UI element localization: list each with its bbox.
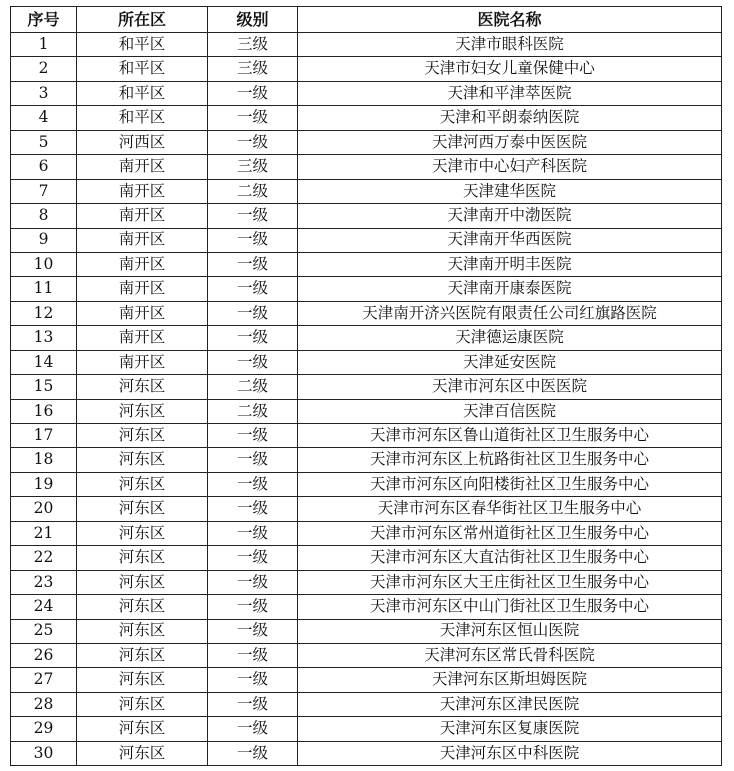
cell-index: 30 bbox=[11, 741, 77, 765]
cell-level: 一级 bbox=[208, 81, 298, 105]
cell-index: 20 bbox=[11, 497, 77, 521]
cell-hospital-name: 天津德运康医院 bbox=[298, 326, 722, 350]
cell-district: 河东区 bbox=[77, 399, 208, 423]
cell-district: 河东区 bbox=[77, 497, 208, 521]
cell-level: 一级 bbox=[208, 424, 298, 448]
table-header-row bbox=[11, 7, 722, 33]
cell-level: 一级 bbox=[208, 570, 298, 594]
cell-index: 26 bbox=[11, 643, 77, 667]
cell-level: 一级 bbox=[208, 277, 298, 301]
cell-index: 7 bbox=[11, 179, 77, 203]
table-row bbox=[11, 643, 722, 667]
cell-hospital-name: 天津河东区复康医院 bbox=[298, 717, 722, 741]
table-row bbox=[11, 350, 722, 374]
cell-district: 河东区 bbox=[77, 472, 208, 496]
table-row bbox=[11, 81, 722, 105]
cell-level: 二级 bbox=[208, 375, 298, 399]
table-row bbox=[11, 179, 722, 203]
cell-level: 一级 bbox=[208, 619, 298, 643]
cell-level: 一级 bbox=[208, 497, 298, 521]
cell-district: 和平区 bbox=[77, 33, 208, 57]
cell-hospital-name: 天津和平朗泰纳医院 bbox=[298, 106, 722, 130]
cell-district: 南开区 bbox=[77, 350, 208, 374]
cell-level: 三级 bbox=[208, 33, 298, 57]
table-row bbox=[11, 521, 722, 545]
cell-level: 一级 bbox=[208, 472, 298, 496]
cell-hospital-name: 天津市河东区大直沽街社区卫生服务中心 bbox=[298, 546, 722, 570]
cell-index: 19 bbox=[11, 472, 77, 496]
cell-hospital-name: 天津河西万泰中医医院 bbox=[298, 130, 722, 154]
cell-district: 河东区 bbox=[77, 717, 208, 741]
cell-level: 一级 bbox=[208, 106, 298, 130]
cell-district: 南开区 bbox=[77, 301, 208, 325]
cell-hospital-name: 天津建华医院 bbox=[298, 179, 722, 203]
cell-district: 南开区 bbox=[77, 277, 208, 301]
table-row bbox=[11, 717, 722, 741]
cell-index: 27 bbox=[11, 668, 77, 692]
cell-hospital-name: 天津市河东区春华街社区卫生服务中心 bbox=[298, 497, 722, 521]
table-row bbox=[11, 570, 722, 594]
table-row bbox=[11, 497, 722, 521]
cell-hospital-name: 天津河东区斯坦姆医院 bbox=[298, 668, 722, 692]
cell-level: 一级 bbox=[208, 717, 298, 741]
cell-index: 6 bbox=[11, 155, 77, 179]
cell-district: 南开区 bbox=[77, 228, 208, 252]
table-row bbox=[11, 252, 722, 276]
cell-level: 一级 bbox=[208, 595, 298, 619]
table-row bbox=[11, 301, 722, 325]
table-row bbox=[11, 595, 722, 619]
table-row bbox=[11, 741, 722, 765]
cell-hospital-name: 天津延安医院 bbox=[298, 350, 722, 374]
cell-district: 河东区 bbox=[77, 448, 208, 472]
cell-hospital-name: 天津和平津萃医院 bbox=[298, 81, 722, 105]
cell-index: 5 bbox=[11, 130, 77, 154]
cell-hospital-name: 天津市河东区中山门街社区卫生服务中心 bbox=[298, 595, 722, 619]
cell-index: 4 bbox=[11, 106, 77, 130]
cell-hospital-name: 天津百信医院 bbox=[298, 399, 722, 423]
cell-district: 河东区 bbox=[77, 643, 208, 667]
table-row bbox=[11, 106, 722, 130]
cell-level: 一级 bbox=[208, 448, 298, 472]
table-row bbox=[11, 155, 722, 179]
cell-district: 河东区 bbox=[77, 570, 208, 594]
cell-hospital-name: 天津南开华西医院 bbox=[298, 228, 722, 252]
cell-hospital-name: 天津市妇女儿童保健中心 bbox=[298, 57, 722, 81]
header-index: 序号 bbox=[11, 7, 77, 33]
cell-district: 河东区 bbox=[77, 741, 208, 765]
cell-index: 28 bbox=[11, 692, 77, 716]
table-row bbox=[11, 57, 722, 81]
cell-district: 河东区 bbox=[77, 692, 208, 716]
table-row bbox=[11, 130, 722, 154]
table-row bbox=[11, 424, 722, 448]
cell-level: 三级 bbox=[208, 155, 298, 179]
cell-index: 16 bbox=[11, 399, 77, 423]
cell-level: 一级 bbox=[208, 252, 298, 276]
table-row bbox=[11, 546, 722, 570]
cell-district: 河东区 bbox=[77, 619, 208, 643]
cell-level: 一级 bbox=[208, 350, 298, 374]
cell-hospital-name: 天津市河东区上杭路街社区卫生服务中心 bbox=[298, 448, 722, 472]
cell-level: 三级 bbox=[208, 57, 298, 81]
cell-index: 14 bbox=[11, 350, 77, 374]
cell-level: 一级 bbox=[208, 668, 298, 692]
table-row bbox=[11, 277, 722, 301]
table-row bbox=[11, 326, 722, 350]
table-row bbox=[11, 399, 722, 423]
cell-level: 一级 bbox=[208, 204, 298, 228]
cell-district: 河东区 bbox=[77, 546, 208, 570]
cell-index: 9 bbox=[11, 228, 77, 252]
cell-hospital-name: 天津河东区常氏骨科医院 bbox=[298, 643, 722, 667]
cell-level: 二级 bbox=[208, 179, 298, 203]
table-row bbox=[11, 692, 722, 716]
hospital-table-container bbox=[10, 6, 721, 766]
cell-level: 一级 bbox=[208, 228, 298, 252]
table-row bbox=[11, 375, 722, 399]
cell-district: 河东区 bbox=[77, 424, 208, 448]
header-district: 所在区 bbox=[77, 7, 208, 33]
cell-index: 10 bbox=[11, 252, 77, 276]
cell-hospital-name: 天津市眼科医院 bbox=[298, 33, 722, 57]
cell-index: 13 bbox=[11, 326, 77, 350]
cell-level: 二级 bbox=[208, 399, 298, 423]
table-row bbox=[11, 619, 722, 643]
header-level: 级别 bbox=[208, 7, 298, 33]
table-row bbox=[11, 204, 722, 228]
table-row bbox=[11, 33, 722, 57]
cell-district: 南开区 bbox=[77, 326, 208, 350]
cell-hospital-name: 天津市河东区中医医院 bbox=[298, 375, 722, 399]
cell-hospital-name: 天津市河东区鲁山道街社区卫生服务中心 bbox=[298, 424, 722, 448]
cell-index: 12 bbox=[11, 301, 77, 325]
cell-index: 25 bbox=[11, 619, 77, 643]
cell-index: 11 bbox=[11, 277, 77, 301]
table-row bbox=[11, 668, 722, 692]
cell-index: 15 bbox=[11, 375, 77, 399]
cell-district: 河东区 bbox=[77, 521, 208, 545]
cell-index: 8 bbox=[11, 204, 77, 228]
cell-hospital-name: 天津市中心妇产科医院 bbox=[298, 155, 722, 179]
cell-district: 河东区 bbox=[77, 668, 208, 692]
header-hospital-name: 医院名称 bbox=[298, 7, 722, 33]
cell-level: 一级 bbox=[208, 643, 298, 667]
cell-district: 河西区 bbox=[77, 130, 208, 154]
cell-index: 18 bbox=[11, 448, 77, 472]
cell-index: 2 bbox=[11, 57, 77, 81]
cell-level: 一级 bbox=[208, 521, 298, 545]
cell-index: 22 bbox=[11, 546, 77, 570]
cell-index: 29 bbox=[11, 717, 77, 741]
cell-index: 17 bbox=[11, 424, 77, 448]
cell-district: 和平区 bbox=[77, 57, 208, 81]
cell-hospital-name: 天津河东区恒山医院 bbox=[298, 619, 722, 643]
cell-index: 23 bbox=[11, 570, 77, 594]
cell-index: 21 bbox=[11, 521, 77, 545]
cell-district: 南开区 bbox=[77, 155, 208, 179]
hospital-table bbox=[10, 6, 722, 766]
cell-hospital-name: 天津河东区津民医院 bbox=[298, 692, 722, 716]
cell-hospital-name: 天津市河东区大王庄街社区卫生服务中心 bbox=[298, 570, 722, 594]
cell-level: 一级 bbox=[208, 692, 298, 716]
cell-district: 和平区 bbox=[77, 106, 208, 130]
cell-hospital-name: 天津南开中渤医院 bbox=[298, 204, 722, 228]
cell-district: 南开区 bbox=[77, 204, 208, 228]
cell-district: 南开区 bbox=[77, 179, 208, 203]
table-row bbox=[11, 472, 722, 496]
cell-level: 一级 bbox=[208, 326, 298, 350]
cell-level: 一级 bbox=[208, 130, 298, 154]
cell-hospital-name: 天津市河东区向阳楼街社区卫生服务中心 bbox=[298, 472, 722, 496]
cell-hospital-name: 天津市河东区常州道街社区卫生服务中心 bbox=[298, 521, 722, 545]
cell-index: 1 bbox=[11, 33, 77, 57]
cell-index: 3 bbox=[11, 81, 77, 105]
cell-district: 河东区 bbox=[77, 595, 208, 619]
table-row bbox=[11, 448, 722, 472]
cell-level: 一级 bbox=[208, 741, 298, 765]
cell-district: 和平区 bbox=[77, 81, 208, 105]
cell-district: 河东区 bbox=[77, 375, 208, 399]
cell-district: 南开区 bbox=[77, 252, 208, 276]
cell-index: 24 bbox=[11, 595, 77, 619]
cell-hospital-name: 天津南开康泰医院 bbox=[298, 277, 722, 301]
cell-hospital-name: 天津河东区中科医院 bbox=[298, 741, 722, 765]
cell-level: 一级 bbox=[208, 301, 298, 325]
cell-hospital-name: 天津南开明丰医院 bbox=[298, 252, 722, 276]
cell-level: 一级 bbox=[208, 546, 298, 570]
table-row bbox=[11, 228, 722, 252]
cell-hospital-name: 天津南开济兴医院有限责任公司红旗路医院 bbox=[298, 301, 722, 325]
table-body bbox=[11, 33, 722, 766]
